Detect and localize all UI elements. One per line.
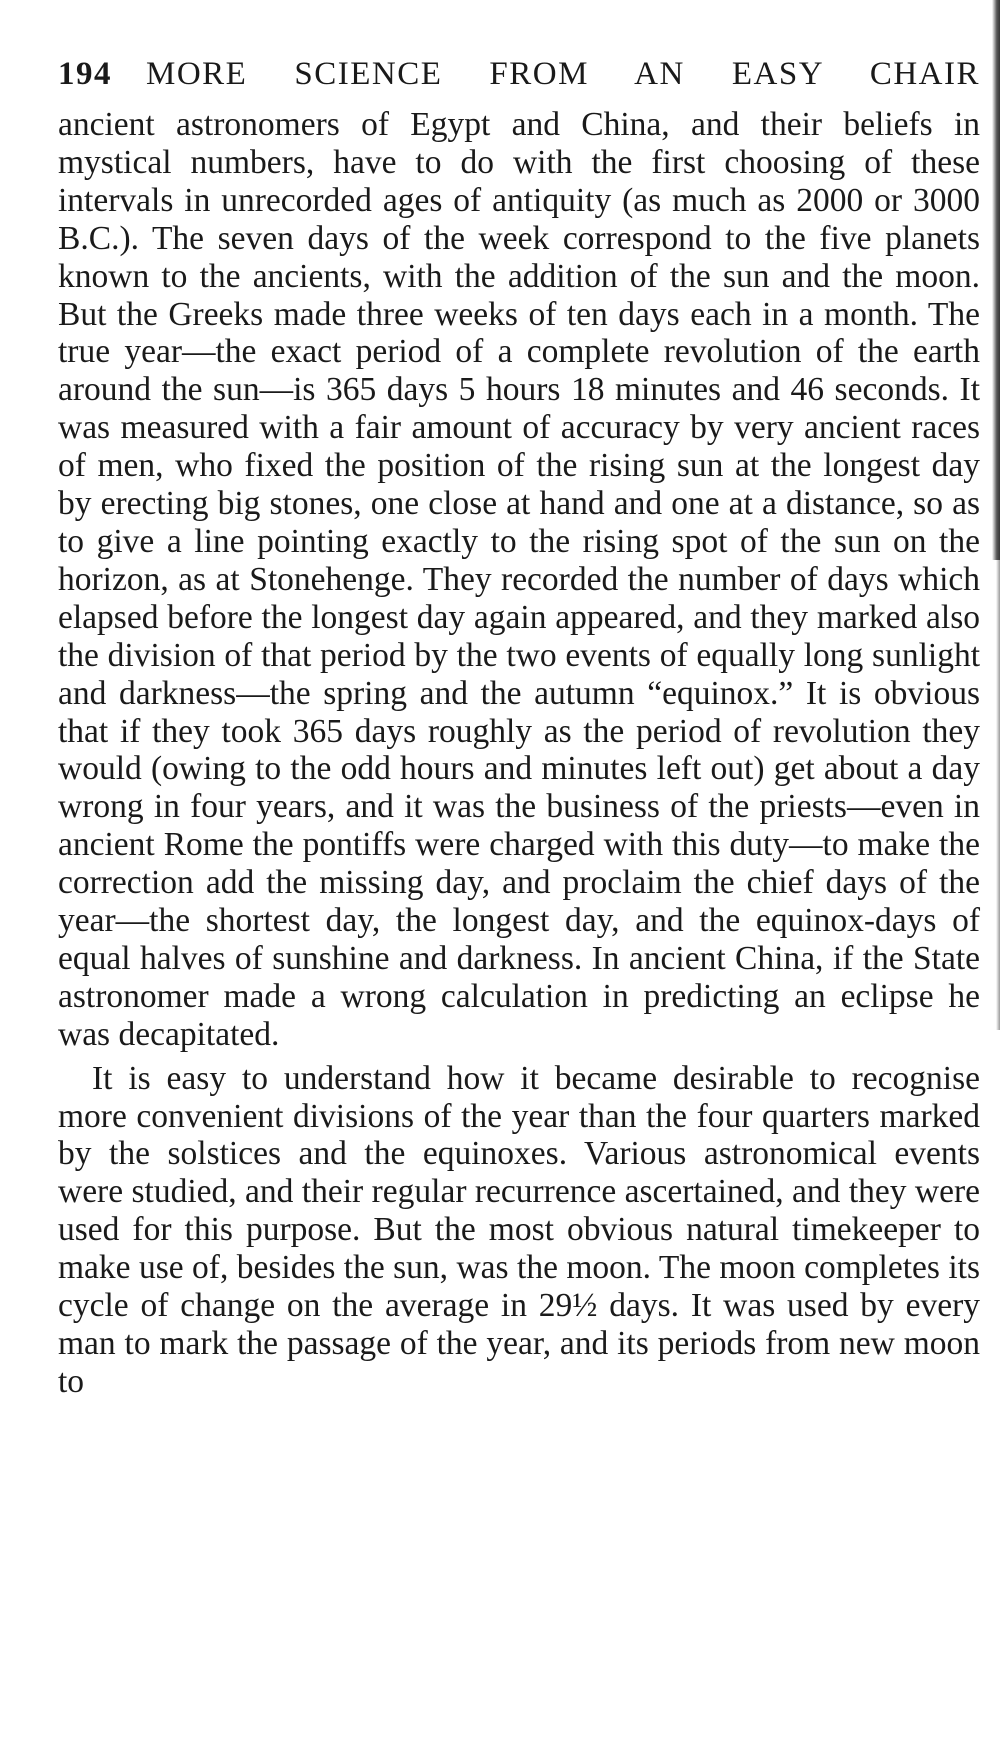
paragraph-1: ancient astronomers of Egypt and China, and their beliefs in mystical numbers, have to do with the first choosing of these intervals in unrecorded ages of antiquity (as much as 2000 or 3000 B.C.). The seven days of the week correspond to the five planets known to the ancients, with the addition of the sun and the moon. But the Greeks made three weeks of ten days each in a month. The true year—the exact period of a complete revolution of the earth around the sun—is 365 days 5 hours 18 minutes and 46 seconds. It was measured with a fair amount of accuracy by very ancient races of men, who fixed the position of the rising sun at the longest day by erecting big stones, one close at hand and one at a distance, so as to give a line pointing exactly to the rising spot of the sun on the horizon, as at Stonehenge. They recorded the number of days which elapsed before the longest day again appeared, and they marked also the division of that period by the two events of equally long sunlight and darkness—the spring and the autumn “equinox.” It is obvious that if they took 365 days roughly as the period of revolution they would (owing to the odd hours and minutes left out) get about a day wrong in four years, and it was the business of the priests—even in ancient Rome the pontiffs were charged with this duty—to make the correction add the missing day, and proclaim the chief days of the year—the shortest day, the longest day, and the equinox-days of equal halves of sunshine and darkness. In ancient China, if the State astronomer made a wrong calculation in predicting an eclipse he was decapitated. (58, 106, 980, 1053)
running-title: MORE SCIENCE FROM AN EASY CHAIR (146, 56, 980, 92)
body-text (58, 106, 980, 1401)
page-edge-shadow-lower (996, 560, 1000, 1030)
page-number: 194 (58, 56, 112, 92)
running-head (58, 56, 980, 106)
paragraph-2: It is easy to understand how it became desirable to recognise more convenient divisions of the year than the four quarters marked by the solstices and the equinoxes. Various astronomical events were studied, and their regular recurrence ascertained, and they were used for this purpose. But the most obvious natural timekeeper to make use of, besides the sun, was the moon. The moon completes its cycle of change on the average in 29½ days. It was used by every man to mark the passage of the year, and its periods from new moon to (58, 1059, 980, 1400)
book-page (58, 56, 980, 1401)
page-edge-shadow (992, 0, 1000, 560)
